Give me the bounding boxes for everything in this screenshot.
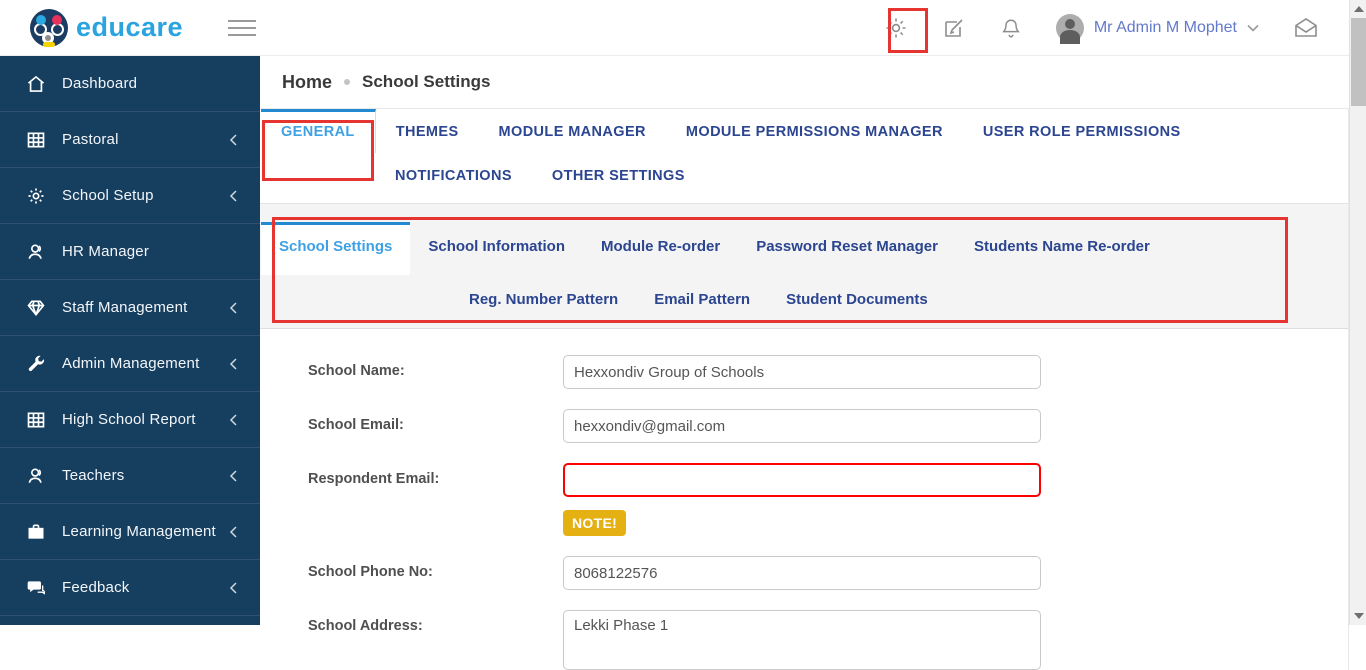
note-badge: NOTE! [563,510,626,536]
breadcrumb-home[interactable]: Home [282,71,333,92]
subtab-email-pattern[interactable]: Email Pattern [654,291,751,308]
brand-name: educare [76,12,184,42]
school-name-label: School Name: [308,363,405,379]
avatar [1056,14,1084,42]
briefcase-icon [26,522,46,542]
tab-themes[interactable]: THEMES [395,124,459,140]
subtab-students-name-re-order[interactable]: Students Name Re-order [973,238,1150,255]
settings-gear-icon[interactable] [884,16,908,40]
respondent-email-input[interactable] [563,463,1041,497]
tab-user-role-permissions[interactable]: USER ROLE PERMISSIONS [982,124,1181,140]
sidebar-item-learning-management[interactable]: Learning Management [0,504,260,560]
school-settings-form [260,329,1348,670]
main-content [260,56,1349,634]
header-actions [884,0,1319,56]
subtab-reg-number-pattern[interactable]: Reg. Number Pattern [469,291,619,308]
bell-icon[interactable] [1000,16,1022,40]
envelope-open-icon[interactable] [1293,16,1319,40]
top-header [0,0,1349,56]
school-phone-label: School Phone No: [308,564,433,580]
breadcrumb-current: School Settings [362,72,491,91]
tab-other-settings[interactable]: OTHER SETTINGS [551,168,685,184]
breadcrumb-separator [344,79,350,85]
chevron-left-icon [229,358,238,370]
gear-icon [26,186,46,206]
subtab-password-reset-manager[interactable]: Password Reset Manager [756,238,938,255]
scroll-up-arrow[interactable] [1354,6,1364,12]
tab-general[interactable]: GENERAL [261,109,376,153]
chat-icon [26,578,46,598]
wrench-icon [26,354,46,374]
chevron-left-icon [229,302,238,314]
sidebar-item-high-school-report[interactable]: High School Report [0,392,260,448]
educare-logo-icon [30,9,68,47]
chevron-left-icon [229,190,238,202]
scroll-thumb[interactable] [1351,18,1366,106]
sidebar-item-feedback[interactable]: Feedback [0,560,260,616]
table-icon [26,130,46,150]
subtab-student-documents[interactable]: Student Documents [786,291,928,308]
school-name-input[interactable] [563,355,1041,389]
person-icon [26,466,46,486]
sidebar-item-staff-management[interactable]: Staff Management [0,280,260,336]
sidebar-item-teachers[interactable]: Teachers [0,448,260,504]
school-email-input[interactable] [563,409,1041,443]
sidebar-item-hr-manager[interactable]: HR Manager [0,224,260,280]
form-row-school-name [308,355,1308,389]
sidebar-item-admin-management[interactable]: Admin Management [0,336,260,392]
settings-tabbar [260,109,1348,204]
subtab-school-information[interactable]: School Information [428,238,566,255]
school-email-label: School Email: [308,417,404,433]
brand-logo[interactable] [30,9,210,47]
user-menu[interactable] [1056,14,1259,42]
sidebar-item-dashboard[interactable]: Dashboard [0,56,260,112]
form-row-school-address [308,610,1308,670]
home-icon [26,74,46,94]
compose-icon[interactable] [942,16,966,40]
chevron-left-icon [229,414,238,426]
school-address-label: School Address: [308,618,423,634]
tab-module-permissions-manager[interactable]: MODULE PERMISSIONS MANAGER [685,124,943,140]
sidebar-item-school-setup[interactable]: School Setup [0,168,260,224]
breadcrumb [260,56,1349,109]
form-row-respondent-email [308,463,1308,536]
scrollbar[interactable] [1349,0,1366,625]
form-row-school-email [308,409,1308,443]
subtab-module-re-order[interactable]: Module Re-order [601,238,721,255]
form-row-school-phone [308,556,1308,590]
settings-card [260,109,1349,670]
scroll-down-arrow[interactable] [1354,613,1364,619]
subtab-school-settings[interactable]: School Settings [261,222,410,275]
chevron-down-icon [1247,24,1259,32]
sidebar-item-pastoral[interactable]: Pastoral [0,112,260,168]
school-phone-input[interactable] [563,556,1041,590]
person-icon [26,242,46,262]
respondent-email-label: Respondent Email: [308,471,440,487]
tab-module-manager[interactable]: MODULE MANAGER [498,124,646,140]
user-name: Mr Admin M Mophet [1093,19,1237,36]
school-address-input[interactable] [563,610,1041,670]
chevron-left-icon [229,134,238,146]
diamond-icon [26,298,46,318]
chevron-left-icon [229,470,238,482]
general-subtabbar [260,204,1348,329]
hamburger-menu-icon[interactable] [228,15,256,41]
tab-notifications[interactable]: NOTIFICATIONS [395,168,512,184]
chevron-left-icon [229,582,238,594]
chevron-left-icon [229,526,238,538]
table-icon [26,410,46,430]
sidebar-nav [0,56,260,625]
